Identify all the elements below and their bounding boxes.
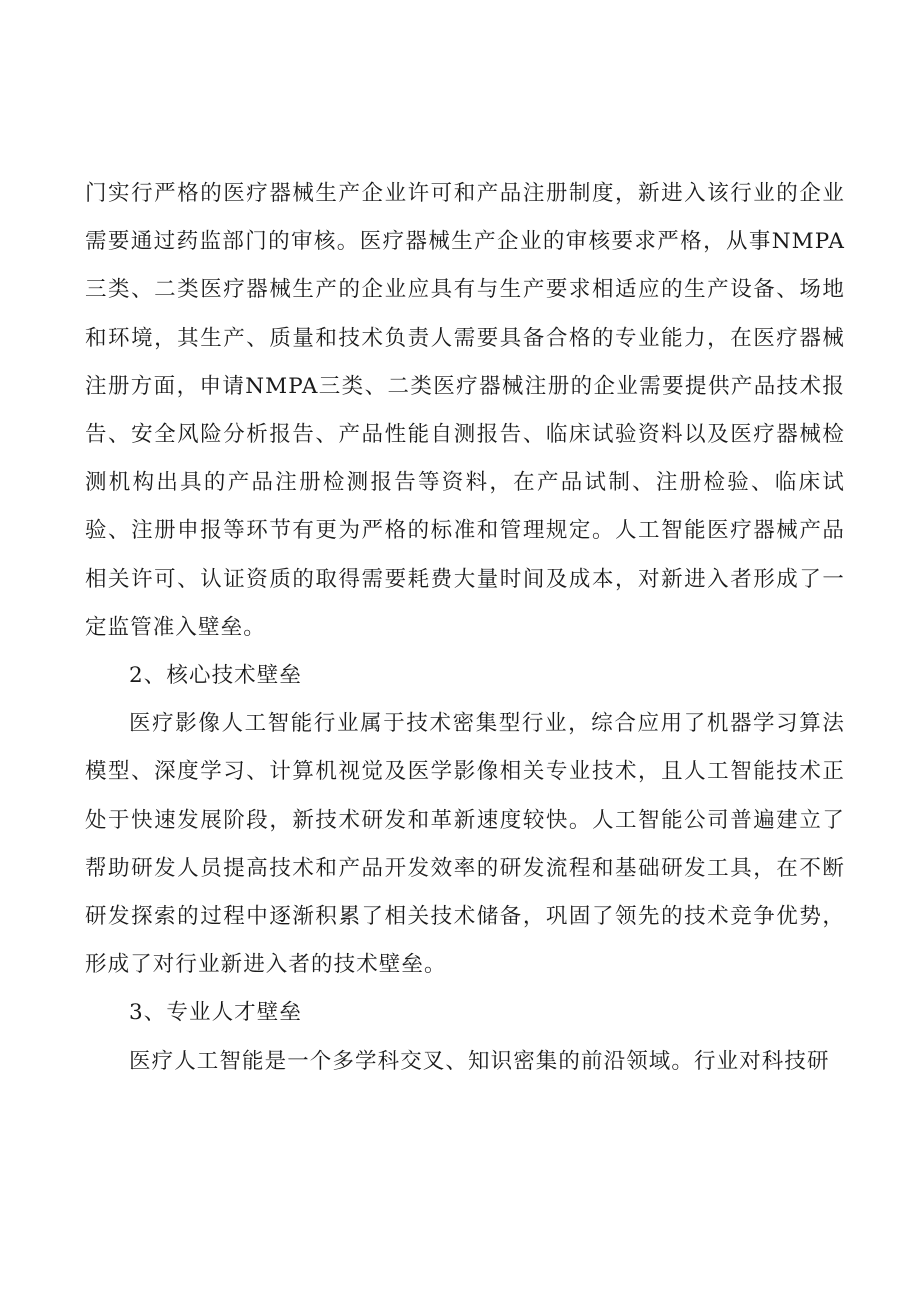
paragraph-core-technology: 医疗影像人工智能行业属于技术密集型行业，综合应用了机器学习算法模型、深度学习、计算机视觉及医学影像相关专业技术，且人工智能技术正处于快速发展阶段，新技术研发和革新速度较快。人工智能公司普遍建立了帮助研发人员提高技术和产品开发效率的研发流程和基础研发工具，在不断研发探索的过程中逐渐积累了相关技术储备，巩固了领先的技术竞争优势，形成了对行业新进入者的技术壁垒。 — [85, 711, 845, 978]
paragraph-talent: 医疗人工智能是一个多学科交叉、知识密集的前沿领域。行业对科技研 — [129, 1048, 830, 1074]
section-heading-core-technology: 2、核心技术壁垒 — [129, 663, 302, 689]
section-heading-talent: 3、专业人才壁垒 — [129, 1000, 302, 1026]
paragraph-regulatory-barrier: 门实行严格的医疗器械生产企业许可和产品注册制度，新进入该行业的企业需要通过药监部门的审核。医疗器械生产企业的审核要求严格，从事NMPA三类、二类医疗器械生产的企业应具有与生产要求相适应的生产设备、场地和环境，其生产、质量和技术负责人需要具备合格的专业能力，在医疗器械注册方面，申请NMPA三类、二类医疗器械注册的企业需要提供产品技术报告、安全风险分析报告、产品性能自测报告、临床试验资料以及医疗器械检测机构出具的产品注册检测报告等资料，在产品试制、注册检验、临床试验、注册申报等环节有更为严格的标准和管理规定。人工智能医疗器械产品相关许可、认证资质的取得需要耗费大量时间及成本，对新进入者形成了一定监管准入壁垒。 — [85, 181, 845, 640]
document-body — [85, 170, 845, 1086]
